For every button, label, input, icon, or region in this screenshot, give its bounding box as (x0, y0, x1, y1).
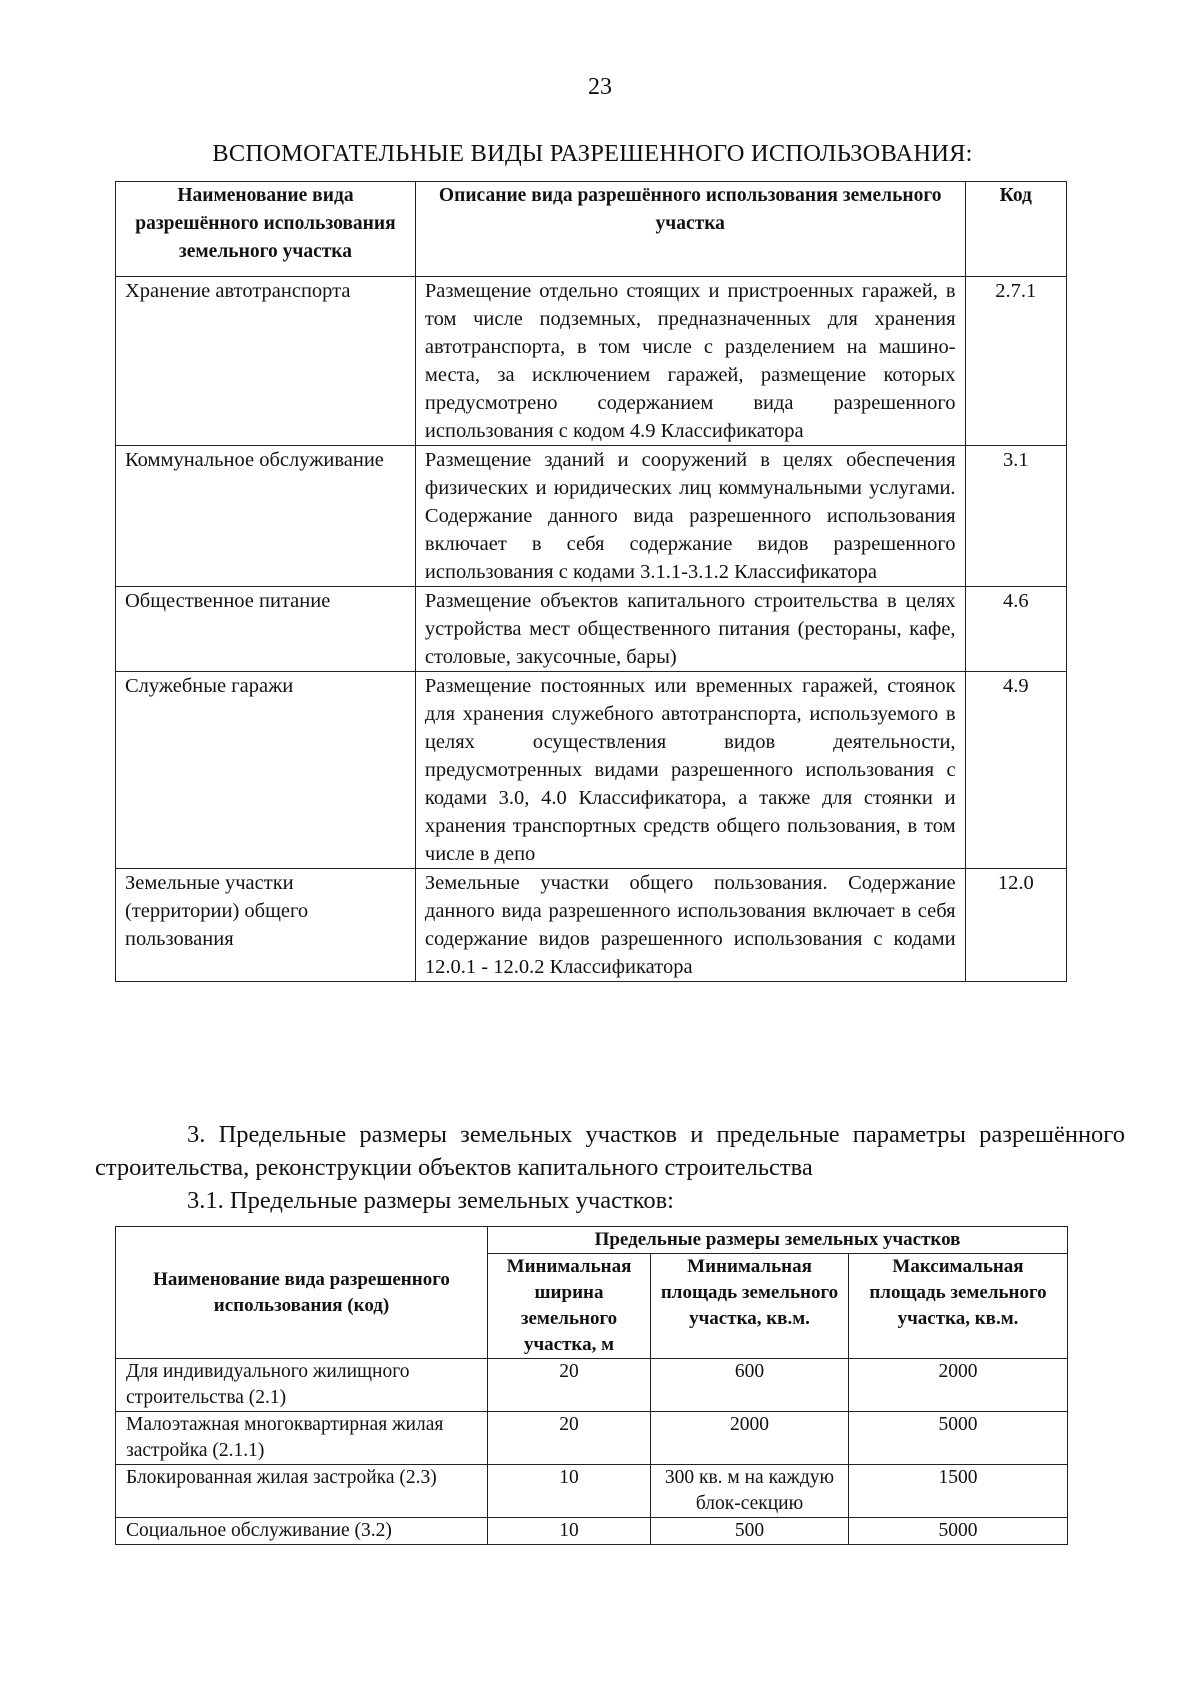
use-name: Служебные гаражи (116, 672, 416, 869)
page-number: 23 (588, 74, 612, 100)
use-code: 12.0 (965, 869, 1066, 982)
use-description: Размещение зданий и сооружений в целях обеспечения физических и юридических лиц коммунальными услугами. Содержание данного вида разрешенного использования включает в себя содержание видов разрешенного использования с кодами 3.1.1-3.1.2 Классификатора (415, 446, 965, 587)
table-row (116, 672, 1067, 869)
table-header-row (116, 182, 1067, 277)
column-header-description: Описание вида разрешённого использования земельного участка (415, 182, 965, 277)
column-header-code: Код (965, 182, 1066, 277)
min-area-value: 300 кв. м на каждую блок-секцию (651, 1465, 849, 1518)
use-name: Малоэтажная многоквартирная жилая застройка (2.1.1) (116, 1412, 488, 1465)
use-description: Земельные участки общего пользования. Содержание данного вида разрешенного использования включает в себя содержание видов разрешенного использования с кодами 12.0.1 - 12.0.2 Классификатора (415, 869, 965, 982)
auxiliary-uses-heading: ВСПОМОГАТЕЛЬНЫЕ ВИДЫ РАЗРЕШЕННОГО ИСПОЛЬЗОВАНИЯ: (212, 140, 973, 167)
use-description: Размещение отдельно стоящих и пристроенных гаражей, в том числе подземных, предназначенных для хранения автотранспорта, в том числе с разделением на машино-места, за исключением гаражей, размещение которых предусмотрено содержанием вида разрешенного использования с кодом 4.9 Классификатора (415, 277, 965, 446)
use-name: Хранение автотранспорта (116, 277, 416, 446)
min-width-value: 20 (488, 1359, 651, 1412)
min-width-value: 10 (488, 1465, 651, 1518)
max-area-value: 5000 (849, 1412, 1068, 1465)
table-row (116, 1359, 1068, 1412)
max-area-value: 1500 (849, 1465, 1068, 1518)
use-name: Земельные участки (территории) общего пользования (116, 869, 416, 982)
use-code: 4.6 (965, 587, 1066, 672)
use-name: Социальное обслуживание (3.2) (116, 1518, 488, 1545)
min-area-value: 600 (651, 1359, 849, 1412)
plot-size-limits-table (115, 1226, 1068, 1545)
auxiliary-uses-table (115, 181, 1067, 982)
min-area-value: 500 (651, 1518, 849, 1545)
table-row (116, 446, 1067, 587)
use-description: Размещение постоянных или временных гаражей, стоянок для хранения служебного автотранспорта, используемого в целях осуществления видов деятельности, предусмотренных видами разрешенного использования с кодами 3.0, 4.0 Классификатора, а также для стоянки и хранения транспортных средств общего пользования, в том числе в депо (415, 672, 965, 869)
column-header-use-name: Наименование вида разрешенного использования (код) (116, 1227, 488, 1359)
use-name: Общественное питание (116, 587, 416, 672)
column-header-max-area: Максимальная площадь земельного участка, кв.м. (849, 1254, 1068, 1359)
table-row (116, 1465, 1068, 1518)
table-row (116, 1518, 1068, 1545)
use-name: Для индивидуального жилищного строительства (2.1) (116, 1359, 488, 1412)
table-row (116, 869, 1067, 982)
use-name: Блокированная жилая застройка (2.3) (116, 1465, 488, 1518)
use-code: 3.1 (965, 446, 1066, 587)
use-code: 4.9 (965, 672, 1066, 869)
max-area-value: 5000 (849, 1518, 1068, 1545)
column-header-min-area: Минимальная площадь земельного участка, кв.м. (651, 1254, 849, 1359)
section-3-paragraph: 3. Предельные размеры земельных участков и предельные параметры разрешённого строительства, реконструкции объектов капитального строительства (95, 1121, 1125, 1181)
table-row (116, 277, 1067, 446)
column-header-name: Наименование вида разрешённого использования земельного участка (116, 182, 416, 277)
min-area-value: 2000 (651, 1412, 849, 1465)
use-code: 2.7.1 (965, 277, 1066, 446)
table-header-row (116, 1227, 1068, 1254)
table-row (116, 1412, 1068, 1465)
min-width-value: 10 (488, 1518, 651, 1545)
min-width-value: 20 (488, 1412, 651, 1465)
use-name: Коммунальное обслуживание (116, 446, 416, 587)
section-3-1-heading: 3.1. Предельные размеры земельных участков: (187, 1187, 674, 1214)
table-row (116, 587, 1067, 672)
max-area-value: 2000 (849, 1359, 1068, 1412)
column-group-header: Предельные размеры земельных участков (488, 1227, 1068, 1254)
use-description: Размещение объектов капитального строительства в целях устройства мест общественного питания (рестораны, кафе, столовые, закусочные, бары) (415, 587, 965, 672)
column-header-min-width: Минимальная ширина земельного участка, м (488, 1254, 651, 1359)
